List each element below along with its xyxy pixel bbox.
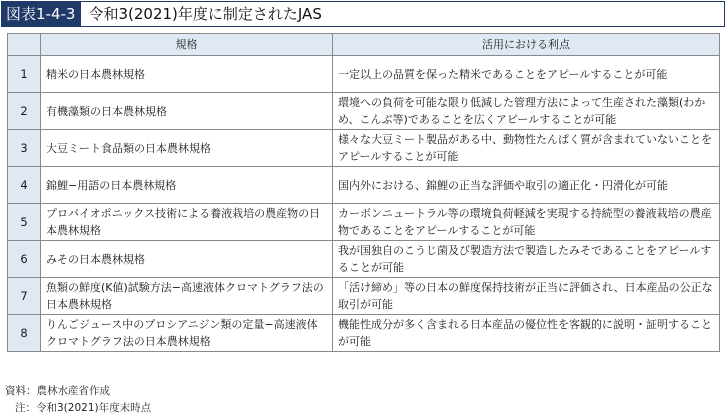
- header-standard: 規格: [41, 34, 333, 56]
- table-header-row: [8, 34, 720, 56]
- table-row: [8, 315, 720, 352]
- jas-table: [7, 33, 720, 352]
- table-row: [8, 93, 720, 130]
- row-number: 6: [8, 241, 41, 278]
- row-benefit: 我が国独自のこうじ菌及び製造方法で製造したみそであることをアピールすることが可能: [333, 241, 720, 278]
- row-number: 3: [8, 130, 41, 167]
- row-benefit: 「活け締め」等の日本の鮮度保持技術が正当に評価され、日本産品の公正な取引が可能: [333, 278, 720, 315]
- table-row: [8, 278, 720, 315]
- row-number: 2: [8, 93, 41, 130]
- table-row: [8, 241, 720, 278]
- header-number: [8, 34, 41, 56]
- row-number: 7: [8, 278, 41, 315]
- figure-title-bar: [1, 1, 725, 27]
- table-row: [8, 130, 720, 167]
- table-row: [8, 167, 720, 204]
- figure-title: 令和3(2021)年度に制定されたJAS: [88, 5, 322, 23]
- row-standard: 大豆ミート食品類の日本農林規格: [41, 130, 333, 167]
- row-number: 1: [8, 56, 41, 93]
- row-standard: 有機藻類の日本農林規格: [41, 93, 333, 130]
- row-standard: 魚類の鮮度(K値)試験方法−高速液体クロマトグラフ法の日本農林規格: [41, 278, 333, 315]
- table-row: [8, 56, 720, 93]
- row-standard: みその日本農林規格: [41, 241, 333, 278]
- row-benefit: 機能性成分が多く含まれる日本産品の優位性を客観的に説明・証明することが可能: [333, 315, 720, 352]
- row-benefit: 一定以上の品質を保った精米であることをアピールすることが可能: [333, 56, 720, 93]
- time-note: 注：令和3(2021)年度末時点: [15, 402, 152, 414]
- row-benefit: カーボンニュートラル等の環境負荷軽減を実現する持続型の養液栽培の農産物であることをアピールすることが可能: [333, 204, 720, 241]
- row-benefit: 様々な大豆ミート製品がある中、動物性たんぱく質が含まれていないことをアピールすることが可能: [333, 130, 720, 167]
- row-standard: 錦鯉−用語の日本農林規格: [41, 167, 333, 204]
- figure-label: 図表1-4-3: [2, 2, 81, 26]
- row-benefit: 国内外における、錦鯉の正当な評価や取引の適正化・円滑化が可能: [333, 167, 720, 204]
- row-standard: 精米の日本農林規格: [41, 56, 333, 93]
- row-standard: りんごジュース中のプロシアニジン類の定量−高速液体クロマトグラフ法の日本農林規格: [41, 315, 333, 352]
- row-benefit: 環境への負荷を可能な限り低減した管理方法によって生産された藻類(わかめ、こんぶ等)であることを広くアピールすることが可能: [333, 93, 720, 130]
- row-standard: プロバイオポニックス技術による養液栽培の農産物の日本農林規格: [41, 204, 333, 241]
- table-row: [8, 204, 720, 241]
- header-benefit: 活用における利点: [333, 34, 720, 56]
- row-number: 5: [8, 204, 41, 241]
- row-number: 4: [8, 167, 41, 204]
- footnotes: [5, 383, 151, 417]
- row-number: 8: [8, 315, 41, 352]
- source-note: 資料：農林水産省作成: [5, 385, 110, 397]
